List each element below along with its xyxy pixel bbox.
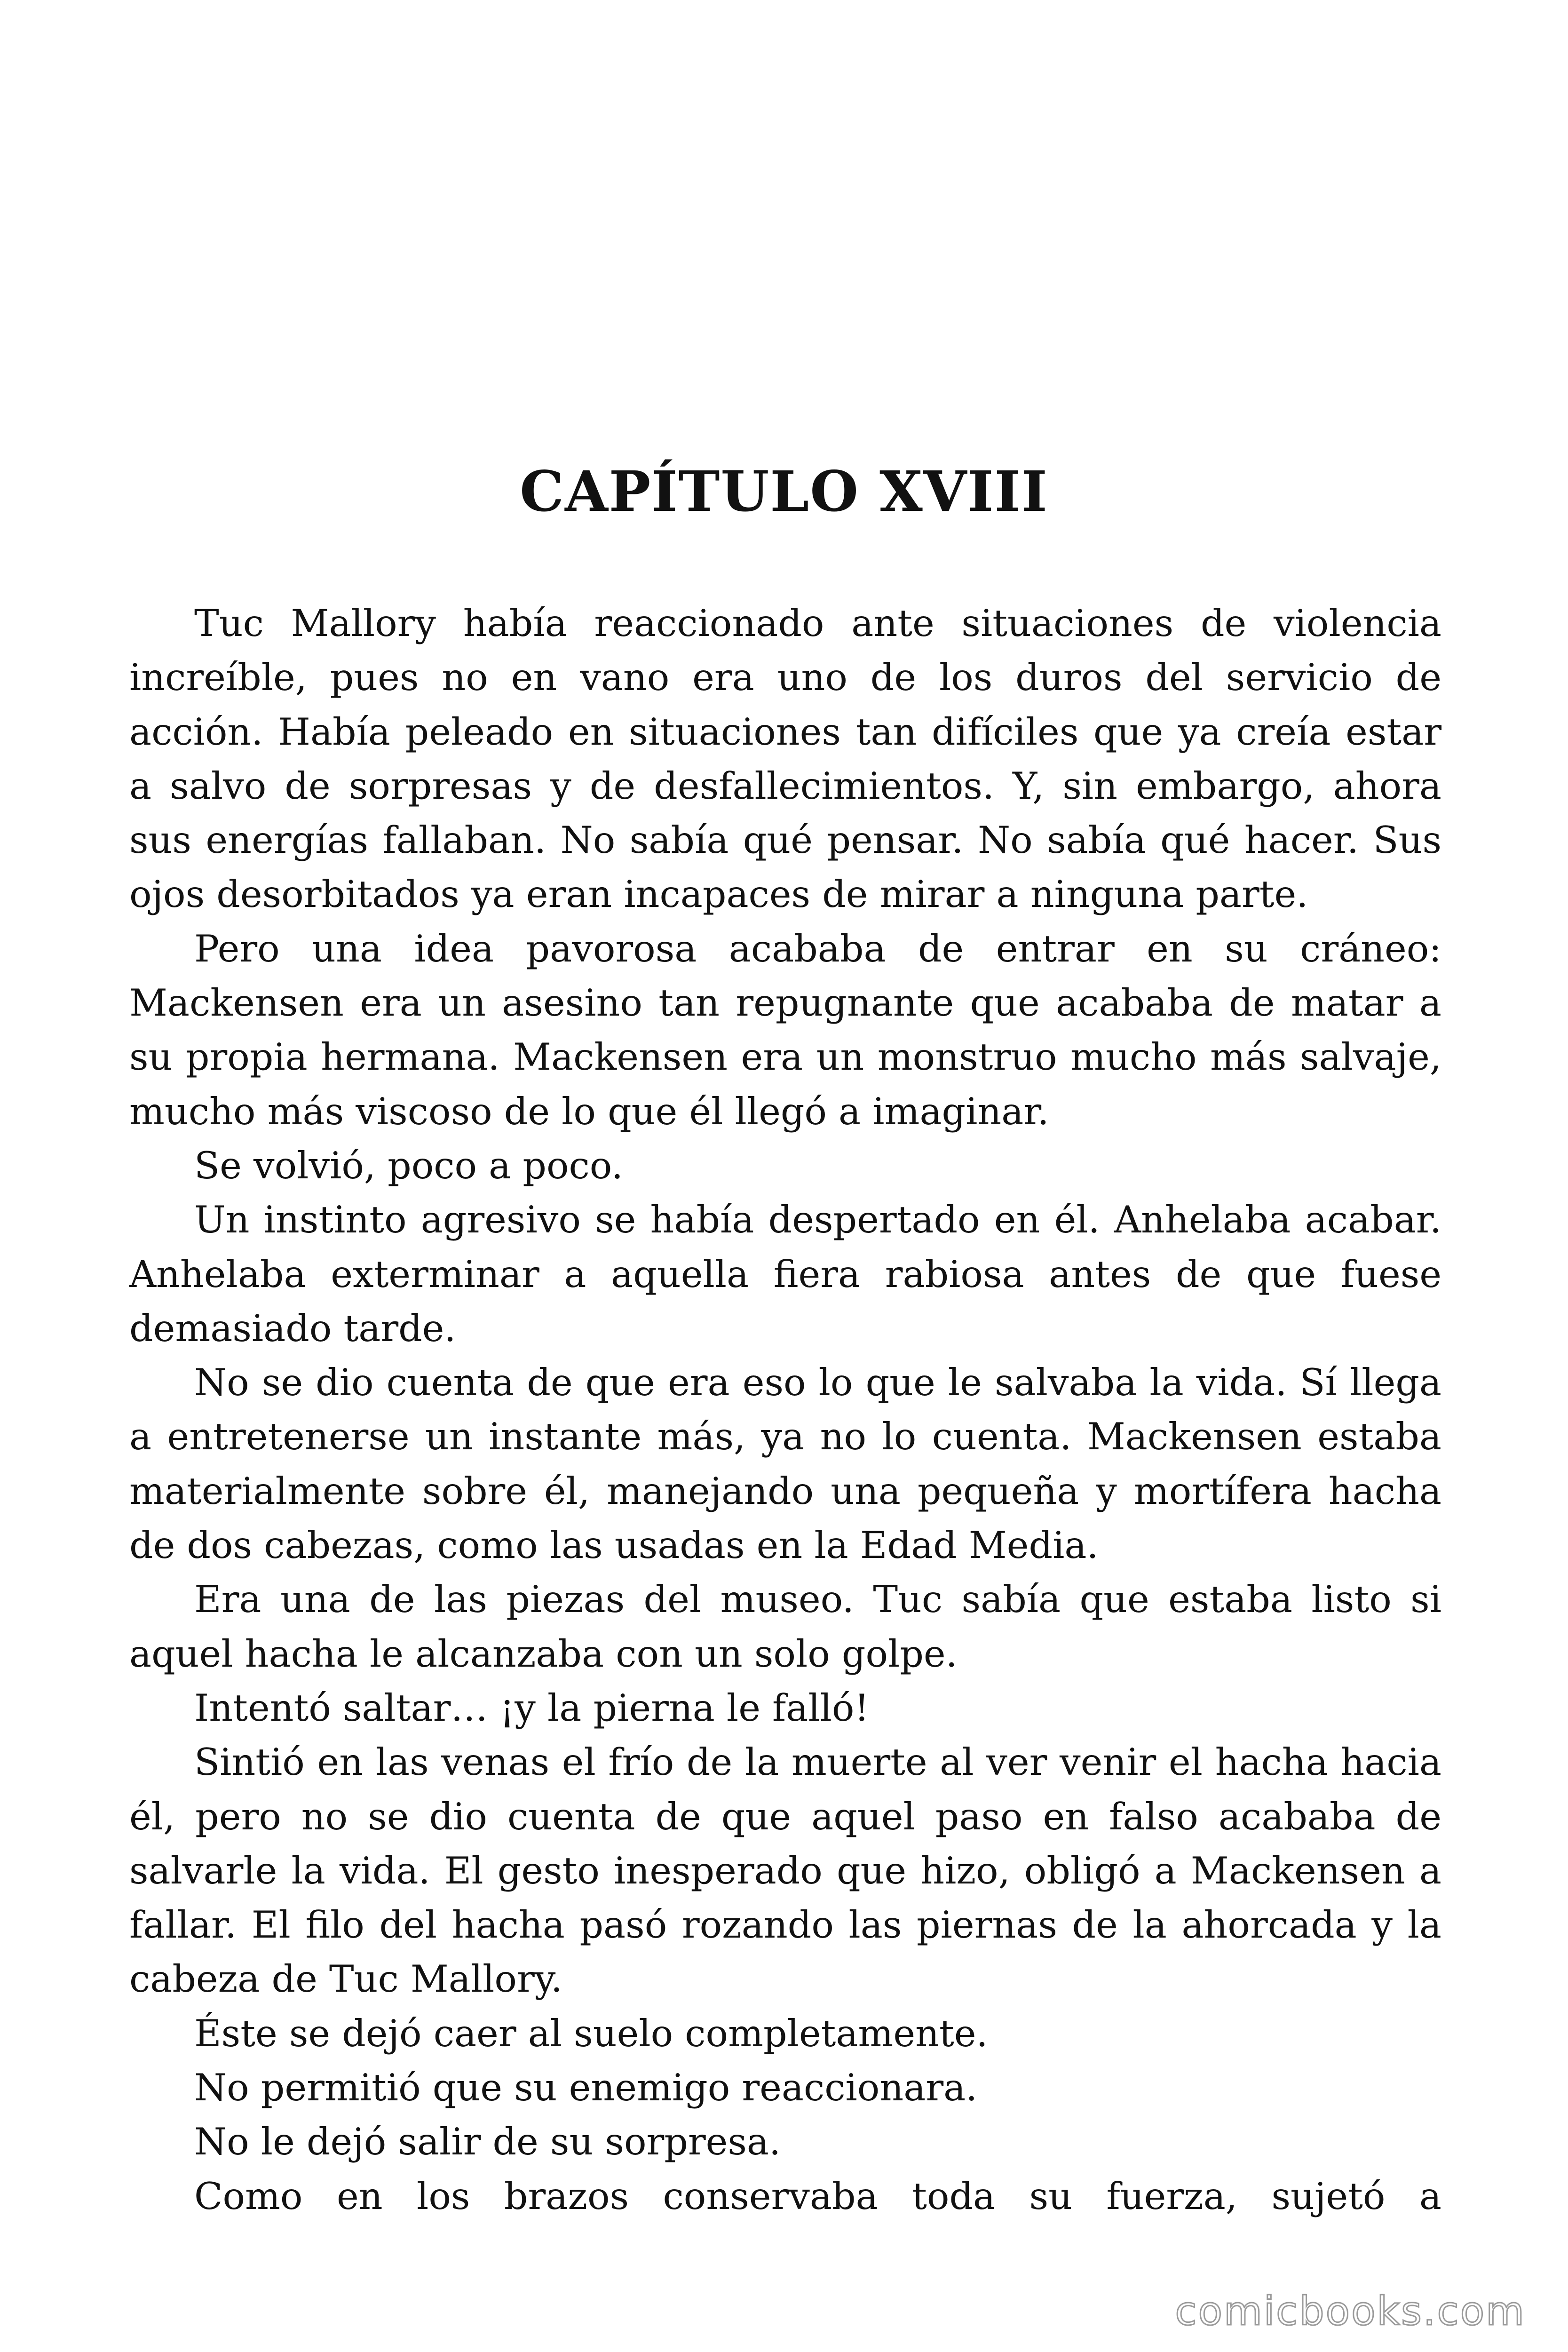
paragraph: Pero una idea pavorosa acababa de entrar en su cráneo: Mackensen era un asesino tan repugnante que acababa de matar a su propia hermana. Mackensen era un monstruo mucho más salvaje, mucho más viscoso de lo que él llegó a imaginar. — [129, 927, 1441, 1133]
paragraph: No le dejó salir de su sorpresa. — [194, 2120, 781, 2164]
paragraph: Tuc Mallory había reaccionado ante situaciones de violencia increíble, pues no en vano era uno de los duros del servicio de acción. Había peleado en situaciones tan difíciles que ya creía estar a salvo de sorpresas y de desfallecimientos. Y, sin embargo, ahora sus energías fallaban. No sabía qué pensar. No sabía qué hacer. Sus ojos desorbitados ya eran incapaces de mirar a ninguna parte. — [129, 602, 1441, 916]
paragraph: Se volvió, poco a poco. — [194, 1144, 624, 1187]
paragraph-continued: Como en los brazos conservaba toda su fuerza, sujetó a — [194, 2174, 1441, 2218]
chapter-title: CAPÍTULO XVIII — [520, 459, 1048, 524]
paragraph: Era una de las piezas del museo. Tuc sabía que estaba listo si aquel hacha le alcanzaba con un solo golpe. — [129, 1578, 1441, 1676]
site-watermark: comicbooks.com — [1175, 2288, 1526, 2334]
paragraph: Sintió en las venas el frío de la muerte al ver venir el hacha hacia él, pero no se dio cuenta de que aquel paso en falso acababa de salvarle la vida. El gesto inesperado que hizo, obligó a Mackensen a fallar. El filo del hacha pasó rozando las piernas de la ahorcada y la cabeza de Tuc Mallory. — [129, 1740, 1441, 2001]
paragraph: No permitió que su enemigo reaccionara. — [194, 2066, 978, 2110]
paragraph: Intentó saltar… ¡y la pierna le falló! — [194, 1686, 870, 1730]
paragraph: Un instinto agresivo se había despertado en él. Anhelaba acabar. Anhelaba exterminar a aquella fiera rabiosa antes de que fuese demasiado tarde. — [129, 1198, 1441, 1350]
paragraph: Éste se dejó caer al suelo completamente. — [194, 2011, 988, 2055]
chapter-body — [129, 596, 1441, 2224]
paragraph: No se dio cuenta de que era eso lo que le salvaba la vida. Sí llega a entretenerse un instante más, ya no lo cuenta. Mackensen estaba materialmente sobre él, manejando una pequeña y mortífera hacha de dos cabezas, como las usadas en la Edad Media. — [129, 1361, 1441, 1567]
